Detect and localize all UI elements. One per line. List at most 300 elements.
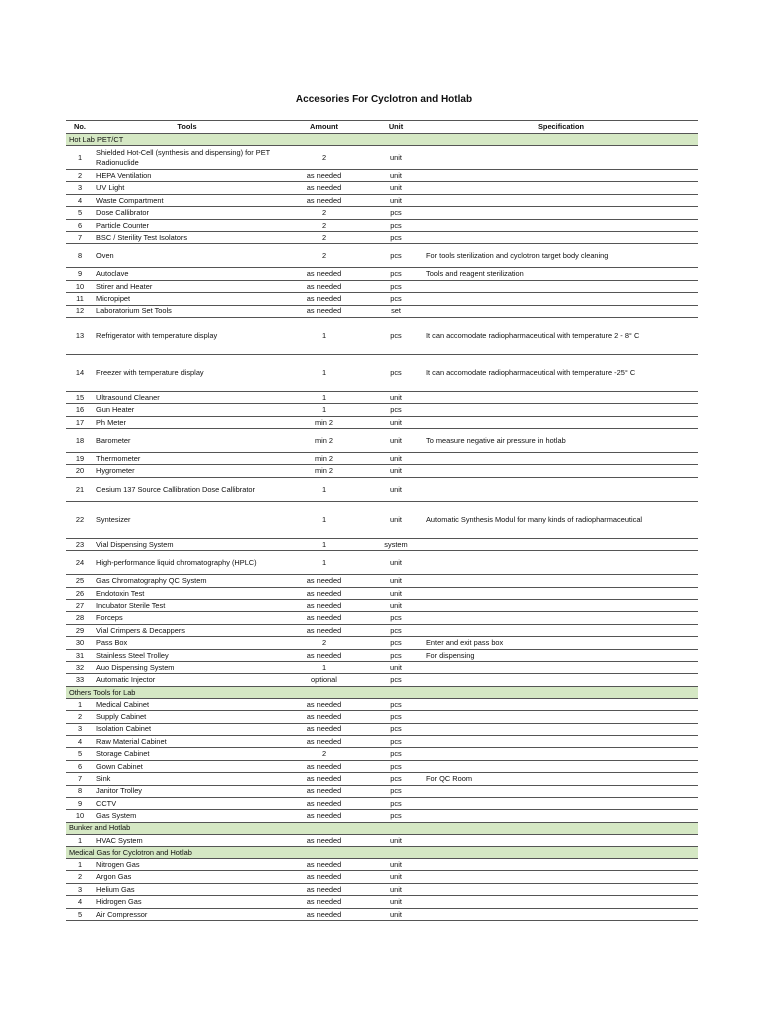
- cell-tool: Waste Compartment: [94, 194, 280, 206]
- cell-no: 5: [66, 908, 94, 920]
- cell-specification: [424, 810, 698, 822]
- cell-tool: Refrigerator with temperature display: [94, 317, 280, 354]
- cell-unit: pcs: [368, 773, 424, 785]
- cell-tool: Endotoxin Test: [94, 587, 280, 599]
- cell-amount: 2: [280, 207, 368, 219]
- cell-amount: 1: [280, 404, 368, 416]
- cell-unit: pcs: [368, 317, 424, 354]
- cell-unit: pcs: [368, 711, 424, 723]
- cell-amount: 1: [280, 477, 368, 501]
- cell-unit: pcs: [368, 748, 424, 760]
- cell-unit: pcs: [368, 219, 424, 231]
- cell-tool: Shielded Hot-Cell (synthesis and dispensing) for PET Radionuclide: [94, 146, 280, 170]
- cell-specification: [424, 896, 698, 908]
- cell-specification: [424, 883, 698, 895]
- table-row: [66, 182, 698, 194]
- cell-specification: [424, 453, 698, 465]
- cell-specification: [424, 612, 698, 624]
- table-row: [66, 244, 698, 268]
- cell-tool: Syntesizer: [94, 501, 280, 538]
- cell-specification: [424, 661, 698, 673]
- cell-specification: Enter and exit pass box: [424, 637, 698, 649]
- cell-unit: unit: [368, 883, 424, 895]
- cell-no: 20: [66, 465, 94, 477]
- cell-specification: [424, 280, 698, 292]
- cell-amount: as needed: [280, 575, 368, 587]
- table-row: [66, 575, 698, 587]
- cell-unit: unit: [368, 661, 424, 673]
- cell-no: 6: [66, 760, 94, 772]
- cell-tool: Particle Counter: [94, 219, 280, 231]
- table-row: [66, 698, 698, 710]
- table-row: [66, 760, 698, 772]
- cell-unit: set: [368, 305, 424, 317]
- cell-no: 9: [66, 797, 94, 809]
- cell-amount: optional: [280, 674, 368, 686]
- cell-specification: [424, 587, 698, 599]
- cell-unit: unit: [368, 477, 424, 501]
- cell-unit: pcs: [368, 674, 424, 686]
- cell-unit: pcs: [368, 624, 424, 636]
- section-header-row: [66, 134, 698, 146]
- cell-no: 23: [66, 538, 94, 550]
- table-row: [66, 391, 698, 403]
- cell-specification: For tools sterilization and cyclotron target body cleaning: [424, 244, 698, 268]
- table-row: [66, 293, 698, 305]
- table-row: [66, 551, 698, 575]
- table-row: [66, 797, 698, 809]
- cell-specification: [424, 698, 698, 710]
- cell-unit: unit: [368, 871, 424, 883]
- cell-amount: min 2: [280, 429, 368, 453]
- cell-tool: Hidrogen Gas: [94, 896, 280, 908]
- cell-no: 9: [66, 268, 94, 280]
- cell-no: 6: [66, 219, 94, 231]
- cell-amount: as needed: [280, 883, 368, 895]
- cell-no: 8: [66, 785, 94, 797]
- cell-no: 11: [66, 293, 94, 305]
- table-row: [66, 773, 698, 785]
- cell-specification: [424, 674, 698, 686]
- document-title: Accesories For Cyclotron and Hotlab: [295, 94, 473, 105]
- cell-amount: 1: [280, 538, 368, 550]
- cell-tool: Sink: [94, 773, 280, 785]
- cell-tool: Dose Callibrator: [94, 207, 280, 219]
- cell-amount: 1: [280, 661, 368, 673]
- cell-no: 4: [66, 735, 94, 747]
- cell-specification: [424, 624, 698, 636]
- cell-no: 2: [66, 170, 94, 182]
- cell-tool: Helium Gas: [94, 883, 280, 895]
- cell-specification: For QC Room: [424, 773, 698, 785]
- cell-no: 12: [66, 305, 94, 317]
- cell-no: 5: [66, 748, 94, 760]
- cell-amount: as needed: [280, 723, 368, 735]
- cell-unit: pcs: [368, 207, 424, 219]
- cell-specification: [424, 834, 698, 846]
- cell-unit: unit: [368, 429, 424, 453]
- cell-unit: pcs: [368, 404, 424, 416]
- cell-tool: Raw Material Cabinet: [94, 735, 280, 747]
- table-row: [66, 624, 698, 636]
- cell-unit: pcs: [368, 612, 424, 624]
- cell-no: 1: [66, 698, 94, 710]
- cell-unit: unit: [368, 391, 424, 403]
- cell-tool: Barometer: [94, 429, 280, 453]
- cell-unit: pcs: [368, 735, 424, 747]
- cell-specification: [424, 859, 698, 871]
- cell-no: 1: [66, 859, 94, 871]
- cell-no: 8: [66, 244, 94, 268]
- table-row: [66, 859, 698, 871]
- table-row: [66, 600, 698, 612]
- cell-no: 3: [66, 883, 94, 895]
- section-title: Medical Gas for Cyclotron and Hotlab: [66, 847, 698, 859]
- table-row: [66, 317, 698, 354]
- cell-amount: as needed: [280, 305, 368, 317]
- table-row: [66, 477, 698, 501]
- cell-specification: [424, 538, 698, 550]
- column-header-amount: Amount: [280, 121, 368, 134]
- cell-unit: unit: [368, 859, 424, 871]
- cell-tool: Auo Dispensing System: [94, 661, 280, 673]
- cell-tool: High-performance liquid chromatography (HPLC): [94, 551, 280, 575]
- cell-amount: 1: [280, 317, 368, 354]
- cell-tool: Stirer and Heater: [94, 280, 280, 292]
- cell-no: 22: [66, 501, 94, 538]
- cell-unit: unit: [368, 182, 424, 194]
- cell-unit: pcs: [368, 637, 424, 649]
- cell-amount: min 2: [280, 416, 368, 428]
- cell-unit: unit: [368, 194, 424, 206]
- cell-unit: unit: [368, 146, 424, 170]
- cell-amount: as needed: [280, 908, 368, 920]
- cell-amount: as needed: [280, 810, 368, 822]
- cell-specification: It can accomodate radiopharmaceutical with temperature 2 - 8° C: [424, 317, 698, 354]
- cell-unit: unit: [368, 600, 424, 612]
- cell-unit: unit: [368, 501, 424, 538]
- cell-specification: [424, 146, 698, 170]
- section-header-row: [66, 847, 698, 859]
- table-row: [66, 723, 698, 735]
- cell-amount: as needed: [280, 760, 368, 772]
- cell-no: 16: [66, 404, 94, 416]
- cell-specification: [424, 735, 698, 747]
- cell-no: 10: [66, 810, 94, 822]
- cell-amount: 2: [280, 231, 368, 243]
- cell-specification: [424, 797, 698, 809]
- column-header-tools: Tools: [94, 121, 280, 134]
- table-row: [66, 649, 698, 661]
- cell-tool: Vial Crimpers & Decappers: [94, 624, 280, 636]
- cell-unit: pcs: [368, 280, 424, 292]
- cell-no: 21: [66, 477, 94, 501]
- cell-unit: unit: [368, 170, 424, 182]
- cell-tool: Air Compressor: [94, 908, 280, 920]
- table-row: [66, 354, 698, 391]
- cell-unit: pcs: [368, 231, 424, 243]
- table-header-row: [66, 121, 698, 134]
- cell-amount: 2: [280, 146, 368, 170]
- cell-amount: as needed: [280, 773, 368, 785]
- cell-specification: Tools and reagent sterilization: [424, 268, 698, 280]
- cell-amount: as needed: [280, 649, 368, 661]
- table-row: [66, 538, 698, 550]
- cell-specification: [424, 785, 698, 797]
- cell-unit: pcs: [368, 723, 424, 735]
- cell-tool: Laboratorium Set Tools: [94, 305, 280, 317]
- cell-amount: 2: [280, 637, 368, 649]
- cell-tool: Gown Cabinet: [94, 760, 280, 772]
- table-row: [66, 268, 698, 280]
- cell-specification: [424, 416, 698, 428]
- cell-unit: unit: [368, 834, 424, 846]
- cell-tool: Oven: [94, 244, 280, 268]
- table-row: [66, 501, 698, 538]
- cell-no: 3: [66, 723, 94, 735]
- cell-specification: [424, 748, 698, 760]
- table-row: [66, 404, 698, 416]
- cell-tool: HVAC System: [94, 834, 280, 846]
- cell-specification: [424, 170, 698, 182]
- cell-specification: [424, 871, 698, 883]
- table-row: [66, 612, 698, 624]
- cell-no: 30: [66, 637, 94, 649]
- cell-no: 19: [66, 453, 94, 465]
- cell-no: 3: [66, 182, 94, 194]
- cell-amount: as needed: [280, 280, 368, 292]
- column-header-no: No.: [66, 121, 94, 134]
- table-row: [66, 748, 698, 760]
- cell-tool: Micropipet: [94, 293, 280, 305]
- cell-tool: Gas Chromatography QC System: [94, 575, 280, 587]
- table-row: [66, 637, 698, 649]
- cell-amount: as needed: [280, 182, 368, 194]
- table-row: [66, 231, 698, 243]
- cell-amount: as needed: [280, 624, 368, 636]
- cell-tool: Autoclave: [94, 268, 280, 280]
- cell-amount: as needed: [280, 170, 368, 182]
- cell-tool: Gas System: [94, 810, 280, 822]
- cell-unit: pcs: [368, 810, 424, 822]
- cell-specification: [424, 293, 698, 305]
- cell-unit: unit: [368, 465, 424, 477]
- table-row: [66, 465, 698, 477]
- cell-no: 15: [66, 391, 94, 403]
- cell-specification: Automatic Synthesis Modul for many kinds of radiopharmaceutical: [424, 501, 698, 538]
- cell-tool: Ultrasound Cleaner: [94, 391, 280, 403]
- section-title: Hot Lab PET/CT: [66, 134, 698, 146]
- accessories-table: [66, 120, 698, 921]
- cell-no: 5: [66, 207, 94, 219]
- table-row: [66, 810, 698, 822]
- cell-specification: [424, 404, 698, 416]
- cell-unit: system: [368, 538, 424, 550]
- table-row: [66, 170, 698, 182]
- cell-unit: pcs: [368, 698, 424, 710]
- cell-no: 26: [66, 587, 94, 599]
- cell-amount: as needed: [280, 859, 368, 871]
- cell-amount: 1: [280, 501, 368, 538]
- table-row: [66, 711, 698, 723]
- cell-tool: Isolation Cabinet: [94, 723, 280, 735]
- cell-tool: Automatic Injector: [94, 674, 280, 686]
- cell-tool: Gun Heater: [94, 404, 280, 416]
- cell-tool: Incubator Sterile Test: [94, 600, 280, 612]
- cell-no: 2: [66, 871, 94, 883]
- cell-amount: as needed: [280, 194, 368, 206]
- table-row: [66, 883, 698, 895]
- cell-amount: as needed: [280, 834, 368, 846]
- cell-specification: [424, 391, 698, 403]
- table-row: [66, 735, 698, 747]
- column-header-specification: Specification: [424, 121, 698, 134]
- cell-unit: pcs: [368, 268, 424, 280]
- cell-specification: [424, 600, 698, 612]
- table-row: [66, 834, 698, 846]
- cell-tool: Thermometer: [94, 453, 280, 465]
- cell-no: 33: [66, 674, 94, 686]
- cell-unit: unit: [368, 551, 424, 575]
- cell-tool: Ph Meter: [94, 416, 280, 428]
- cell-tool: Pass Box: [94, 637, 280, 649]
- table-row: [66, 219, 698, 231]
- cell-no: 31: [66, 649, 94, 661]
- column-header-unit: Unit: [368, 121, 424, 134]
- cell-amount: as needed: [280, 735, 368, 747]
- cell-amount: as needed: [280, 612, 368, 624]
- cell-unit: pcs: [368, 760, 424, 772]
- cell-tool: Vial Dispensing System: [94, 538, 280, 550]
- cell-unit: pcs: [368, 797, 424, 809]
- cell-no: 27: [66, 600, 94, 612]
- cell-amount: min 2: [280, 453, 368, 465]
- cell-tool: Storage Cabinet: [94, 748, 280, 760]
- cell-tool: Supply Cabinet: [94, 711, 280, 723]
- cell-tool: Medical Cabinet: [94, 698, 280, 710]
- cell-tool: Stainless Steel Trolley: [94, 649, 280, 661]
- cell-amount: as needed: [280, 293, 368, 305]
- cell-no: 29: [66, 624, 94, 636]
- cell-amount: as needed: [280, 587, 368, 599]
- cell-amount: as needed: [280, 871, 368, 883]
- cell-tool: Nitrogen Gas: [94, 859, 280, 871]
- cell-tool: Freezer with temperature display: [94, 354, 280, 391]
- table-row: [66, 674, 698, 686]
- cell-unit: unit: [368, 908, 424, 920]
- cell-no: 7: [66, 231, 94, 243]
- cell-unit: pcs: [368, 785, 424, 797]
- cell-specification: [424, 305, 698, 317]
- cell-specification: [424, 231, 698, 243]
- cell-amount: 2: [280, 219, 368, 231]
- cell-amount: 1: [280, 551, 368, 575]
- cell-no: 24: [66, 551, 94, 575]
- cell-no: 32: [66, 661, 94, 673]
- cell-no: 17: [66, 416, 94, 428]
- table-row: [66, 871, 698, 883]
- cell-no: 25: [66, 575, 94, 587]
- table-row: [66, 453, 698, 465]
- table-body: [66, 134, 698, 921]
- cell-specification: [424, 477, 698, 501]
- cell-specification: [424, 551, 698, 575]
- section-header-row: [66, 822, 698, 834]
- cell-unit: unit: [368, 896, 424, 908]
- table-row: [66, 661, 698, 673]
- cell-unit: unit: [368, 587, 424, 599]
- cell-amount: 2: [280, 748, 368, 760]
- table-row: [66, 587, 698, 599]
- cell-specification: [424, 575, 698, 587]
- cell-tool: Janitor Trolley: [94, 785, 280, 797]
- cell-specification: It can accomodate radiopharmaceutical with temperature -25° C: [424, 354, 698, 391]
- cell-specification: [424, 194, 698, 206]
- cell-tool: CCTV: [94, 797, 280, 809]
- cell-specification: [424, 760, 698, 772]
- cell-amount: 2: [280, 244, 368, 268]
- cell-specification: [424, 711, 698, 723]
- cell-amount: as needed: [280, 896, 368, 908]
- section-title: Others Tools for Lab: [66, 686, 698, 698]
- cell-no: 4: [66, 896, 94, 908]
- cell-no: 1: [66, 146, 94, 170]
- table-row: [66, 305, 698, 317]
- cell-unit: pcs: [368, 649, 424, 661]
- cell-tool: UV Light: [94, 182, 280, 194]
- cell-amount: as needed: [280, 797, 368, 809]
- table-row: [66, 429, 698, 453]
- cell-specification: For dispensing: [424, 649, 698, 661]
- cell-no: 28: [66, 612, 94, 624]
- cell-unit: pcs: [368, 354, 424, 391]
- cell-unit: pcs: [368, 244, 424, 268]
- cell-no: 18: [66, 429, 94, 453]
- cell-specification: [424, 219, 698, 231]
- cell-specification: [424, 908, 698, 920]
- cell-amount: as needed: [280, 600, 368, 612]
- cell-no: 14: [66, 354, 94, 391]
- cell-no: 4: [66, 194, 94, 206]
- cell-unit: unit: [368, 575, 424, 587]
- cell-specification: [424, 182, 698, 194]
- table-row: [66, 896, 698, 908]
- cell-no: 7: [66, 773, 94, 785]
- cell-specification: [424, 465, 698, 477]
- cell-amount: min 2: [280, 465, 368, 477]
- cell-amount: as needed: [280, 711, 368, 723]
- cell-amount: 1: [280, 354, 368, 391]
- cell-tool: Hygrometer: [94, 465, 280, 477]
- cell-specification: [424, 207, 698, 219]
- cell-no: 13: [66, 317, 94, 354]
- cell-tool: HEPA Ventilation: [94, 170, 280, 182]
- table-row: [66, 194, 698, 206]
- cell-tool: Forceps: [94, 612, 280, 624]
- cell-amount: as needed: [280, 268, 368, 280]
- cell-amount: 1: [280, 391, 368, 403]
- cell-no: 10: [66, 280, 94, 292]
- cell-no: 1: [66, 834, 94, 846]
- cell-amount: as needed: [280, 785, 368, 797]
- cell-tool: BSC / Sterility Test Isolators: [94, 231, 280, 243]
- table-row: [66, 146, 698, 170]
- cell-unit: unit: [368, 416, 424, 428]
- cell-tool: Argon Gas: [94, 871, 280, 883]
- cell-no: 2: [66, 711, 94, 723]
- table-row: [66, 908, 698, 920]
- table-row: [66, 207, 698, 219]
